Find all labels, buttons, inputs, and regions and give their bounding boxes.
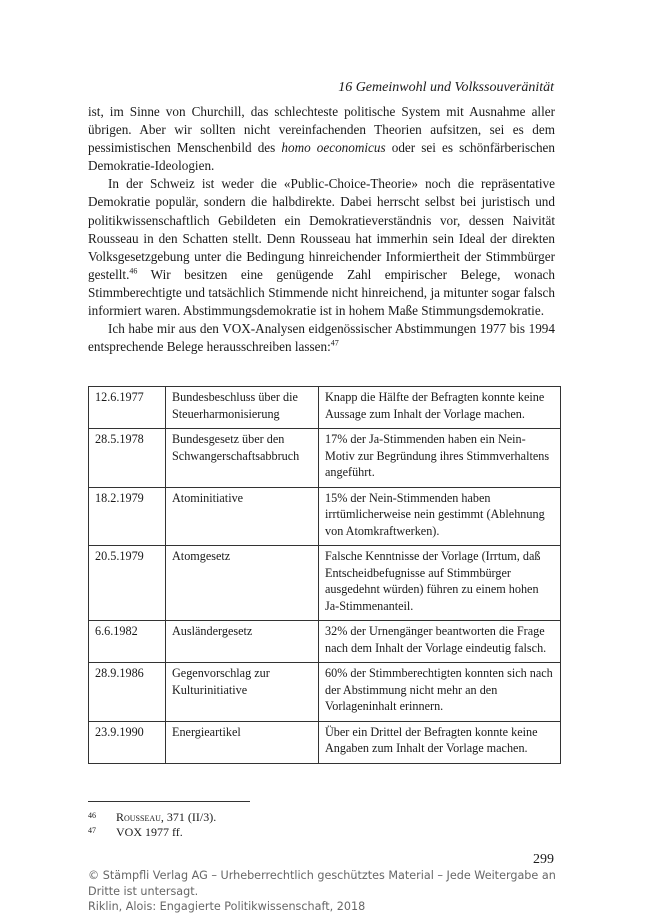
table-cell-subject: Bundesgesetz über den Schwangerschaftsabbruch (166, 429, 319, 488)
citation-line: Riklin, Alois: Engagierte Politikwissenschaft, 2018 (88, 900, 366, 913)
table-cell-finding: 60% der Stimmberechtigten konnten sich nach der Abstimmung nicht mehr an den Vorlageninhalt erinnern. (319, 663, 561, 722)
paragraph-2-text: In der Schweiz ist weder die «Public-Choice-Theorie» noch die repräsentative Demokratie populär, sondern die halbdirekte. Dabei herrscht selbst bei juristisch und politikwissenschaftlich Gebildeten ein Demokratieverständnis vor, dessen Naivität Rousseau in den Schatten stellt. Denn Rousseau hat immerhin sein Ideal der direkten Volksgesetzgebung unter die Bedingung hinreichender Informiertheit der Stimmbürger gestellt. (88, 176, 555, 282)
vox-table (88, 386, 561, 764)
table-cell-subject: Energieartikel (166, 721, 319, 763)
table-cell-subject: Ausländergesetz (166, 621, 319, 663)
page-number: 299 (533, 852, 554, 867)
copyright-notice (88, 868, 560, 915)
table-cell-finding: 17% der Ja-Stimmenden haben ein Nein-Motiv zur Begründung ihres Stimmverhaltens angeführt. (319, 429, 561, 488)
footnote-text (116, 825, 183, 840)
copyright-line: © Stämpfli Verlag AG – Urheberrechtlich geschütztes Material – Jede Weitergabe an Dritte ist untersagt. (88, 869, 556, 898)
table-row (89, 721, 561, 763)
table-cell-date: 18.2.1979 (89, 487, 166, 546)
paragraph-2-end: Wir besitzen eine genügende Zahl empirischer Belege, wonach Stimmberechtigte und tatsächlich Stimmende nicht hinreichend, ja mitunter sogar falsch informiert waren. Abstimmungsdemokratie ist in hohem Maße Stimmungsdemokratie. (88, 266, 555, 319)
table-cell-finding: Knapp die Hälfte der Befragten konnte keine Aussage zum Inhalt der Vorlage machen. (319, 387, 561, 429)
paragraph-1 (88, 103, 555, 175)
table-cell-subject: Atomgesetz (166, 546, 319, 621)
footnote-ref-47[interactable]: 47 (330, 338, 339, 348)
footnote-author: Rousseau (116, 810, 161, 824)
footnote-citation: , 371 (II/3). (160, 810, 217, 824)
table-row (89, 663, 561, 722)
body-text (88, 103, 555, 356)
paragraph-1-text: ist, im Sinne von Churchill, das schlechteste politische System mit Ausnahme aller übrigen. Aber wir sollten nicht vereinfachenden Theorien aufsitzen, sei es dem pessimistischen Menschenbild des (88, 104, 555, 156)
paragraph-3 (88, 320, 555, 356)
table-cell-date: 28.5.1978 (89, 429, 166, 488)
table-row (89, 387, 561, 429)
table-cell-date: 6.6.1982 (89, 621, 166, 663)
footnote-ref-46[interactable]: 46 (129, 266, 138, 276)
paragraph-3-text: Ich habe mir aus den VOX-Analysen eidgenössischer Abstimmungen 1977 bis 1994 entsprechende Belege herausschreiben lassen: (88, 321, 555, 355)
running-head: 16 Gemeinwohl und Volkssouveränität (338, 80, 554, 95)
footnote-citation: VOX 1977 ff. (116, 825, 183, 839)
table-cell-date: 23.9.1990 (89, 721, 166, 763)
footnote-number: 46 (88, 811, 96, 820)
footnote-text (116, 810, 216, 825)
paragraph-2 (88, 175, 555, 320)
table-cell-subject: Atominitiative (166, 487, 319, 546)
table-cell-finding: Falsche Kenntnisse der Vorlage (Irrtum, daß Entscheidbefugnisse auf Stimmbürger ausgedehnt würden) führen zu einem hohen Ja-Stimmenanteil. (319, 546, 561, 621)
footnote-46 (88, 810, 216, 825)
table-cell-date: 28.9.1986 (89, 663, 166, 722)
table-row (89, 546, 561, 621)
paragraph-1-italic: homo oeconomicus (281, 140, 386, 156)
table-row (89, 621, 561, 663)
table-cell-finding: Über ein Drittel der Befragten konnte keine Angaben zum Inhalt der Vorlage machen. (319, 721, 561, 763)
table-cell-subject: Gegenvorschlag zur Kulturinitiative (166, 663, 319, 722)
table-cell-date: 12.6.1977 (89, 387, 166, 429)
table-cell-date: 20.5.1979 (89, 546, 166, 621)
paragraph-1-end: oder sei es schönfärberischen Demokratie-Ideologien. (88, 140, 556, 174)
table-row (89, 429, 561, 488)
footnote-47 (88, 825, 216, 840)
footnote-divider (88, 801, 250, 802)
table-cell-subject: Bundesbeschluss über die Steuerharmonisierung (166, 387, 319, 429)
footnote-number: 47 (88, 826, 96, 835)
table-row (89, 487, 561, 546)
table-cell-finding: 15% der Nein-Stimmenden haben irrtümlicherweise nein gestimmt (Ablehnung von Atomkraftwerken). (319, 487, 561, 546)
footnotes (88, 810, 216, 840)
table-cell-finding: 32% der Urnengänger beantworten die Frage nach dem Inhalt der Vorlage eindeutig falsch. (319, 621, 561, 663)
